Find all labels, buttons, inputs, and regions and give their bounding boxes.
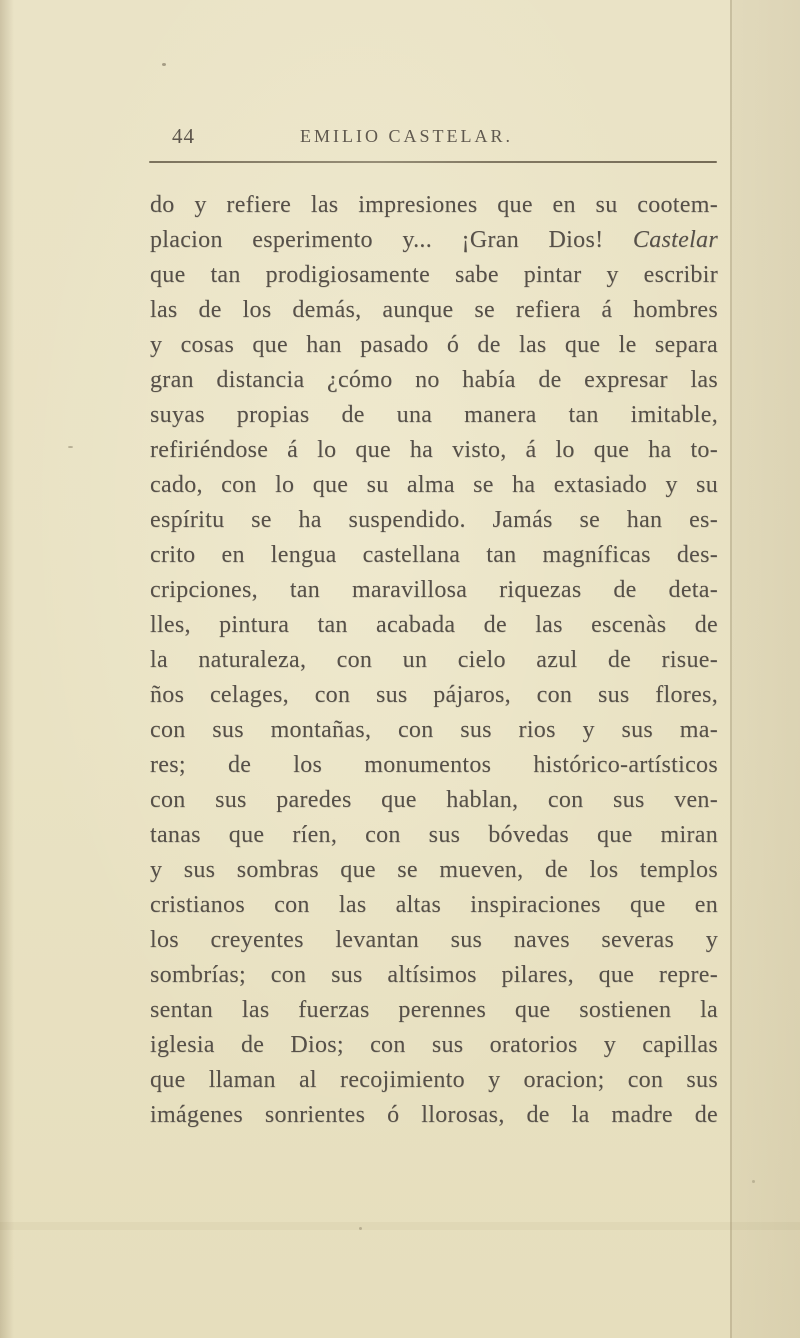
text-line: sentan las fuerzas perennes que sostienen la bbox=[150, 997, 718, 1023]
text-line: tanas que ríen, con sus bóvedas que miran bbox=[150, 822, 718, 848]
text-line: con sus paredes que hablan, con sus ven- bbox=[150, 787, 718, 813]
text-line bbox=[150, 223, 718, 258]
paper-speck bbox=[68, 446, 73, 448]
text-line: la naturaleza, con un cielo azul de risue- bbox=[150, 647, 718, 673]
text-line: que llaman al recojimiento y oracion; con sus bbox=[150, 1067, 718, 1093]
text-line: las de los demás, aunque se refiera á hombres bbox=[150, 297, 718, 323]
paper-speck bbox=[359, 1227, 362, 1230]
text-line: y sus sombras que se mueven, de los templos bbox=[150, 857, 718, 883]
page-number: 44 bbox=[172, 124, 195, 148]
text-line: iglesia de Dios; con sus oratorios y capillas bbox=[150, 1032, 718, 1058]
scan-edge-left bbox=[0, 0, 14, 1338]
text-segment-italic: Castelar bbox=[632, 227, 718, 253]
text-line: refiriéndose á lo que ha visto, á lo que ha to- bbox=[150, 437, 718, 463]
text-line: res; de los monumentos histórico-artísticos bbox=[150, 752, 718, 778]
text-line: sombrías; con sus altísimos pilares, que repre- bbox=[150, 962, 718, 988]
header-rule bbox=[149, 161, 717, 163]
text-line: cripciones, tan maravillosa riquezas de deta- bbox=[150, 577, 718, 603]
paper-speck bbox=[752, 1180, 755, 1183]
text-line: do y refiere las impresiones que en su cootem- bbox=[150, 192, 718, 218]
text-line: suyas propias de una manera tan imitable, bbox=[150, 402, 718, 428]
text-line: lles, pintura tan acabada de las escenàs de bbox=[150, 612, 718, 638]
text-line: gran distancia ¿cómo no había de expresar las bbox=[150, 367, 718, 393]
text-segment: placion esperimento y... ¡Gran Dios! bbox=[150, 227, 604, 253]
body-text bbox=[150, 188, 718, 1133]
paper-speck bbox=[162, 63, 166, 66]
text-line: que tan prodigiosamente sabe pintar y escribir bbox=[150, 262, 718, 288]
text-line: cado, con lo que su alma se ha extasiado y su bbox=[150, 472, 718, 498]
text-line: ños celages, con sus pájaros, con sus flores, bbox=[150, 682, 718, 708]
page-header bbox=[150, 124, 718, 148]
text-line: crito en lengua castellana tan magníficas des- bbox=[150, 542, 718, 568]
text-line: con sus montañas, con sus rios y sus ma- bbox=[150, 717, 718, 743]
text-line: imágenes sonrientes ó llorosas, de la madre de bbox=[150, 1102, 718, 1128]
scan-streak bbox=[0, 1222, 800, 1230]
text-line: y cosas que han pasado ó de las que le separa bbox=[150, 332, 718, 358]
text-line: los creyentes levantan sus naves severas y bbox=[150, 927, 718, 953]
text-line: espíritu se ha suspendido. Jamás se han es- bbox=[150, 507, 718, 533]
text-line: cristianos con las altas inspiraciones que en bbox=[150, 892, 718, 918]
running-title: EMILIO CASTELAR. bbox=[300, 126, 513, 146]
scan-edge-right bbox=[732, 0, 800, 1338]
